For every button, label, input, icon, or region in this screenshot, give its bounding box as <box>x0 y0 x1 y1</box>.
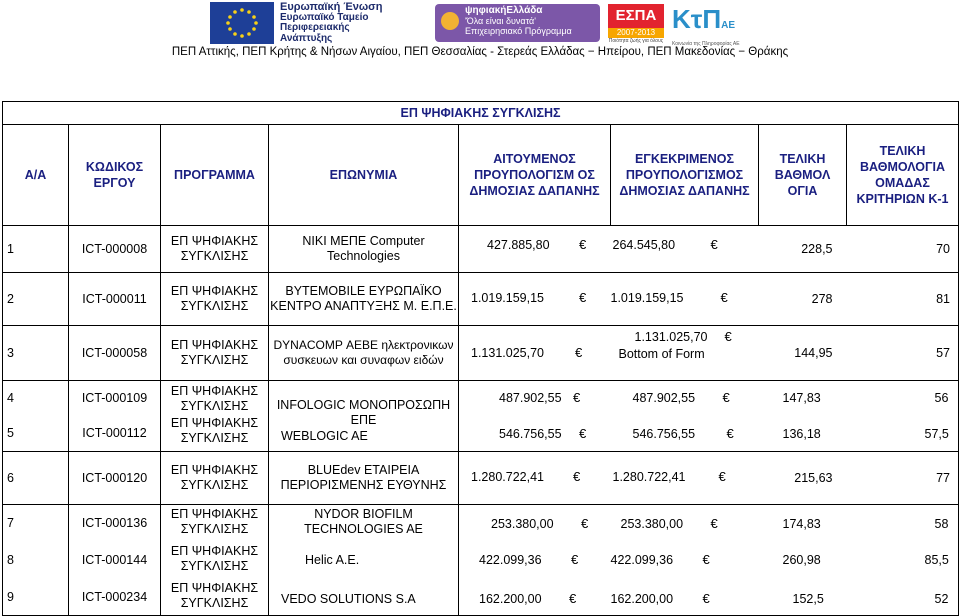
row-code: ICT-000011 <box>69 273 161 326</box>
espa-logo <box>608 4 664 44</box>
espa-years: 2007-2013 <box>608 28 664 38</box>
row-group-score: 57 <box>847 326 959 381</box>
ktp-tagline: Κοινωνία της Πληροφορίας ΑΕ <box>672 41 740 47</box>
row-final-score: 215,63 <box>759 452 847 505</box>
row-program: ΕΠ ΨΗΦΙΑΚΗΣ ΣΥΓΚΛΙΣΗΣ <box>170 507 259 536</box>
eu-fund-text <box>280 2 420 44</box>
row-program-group <box>161 381 269 452</box>
row-group-score: 81 <box>847 273 959 326</box>
row-name: WEBLOGIC AE <box>281 429 368 443</box>
row-code-group <box>69 381 161 452</box>
row-code: ICT-000144 <box>81 553 148 567</box>
eu-fund-line3: Περιφερειακής <box>280 22 350 33</box>
row-final-score: 278 <box>759 273 847 326</box>
ktp-name: ΚτΠ <box>672 4 722 34</box>
row-name-group <box>269 505 459 616</box>
row-name: INFOLOGIC ΜΟΝΟΠΡΟΣΩΠΗ ΕΠΕ <box>276 398 451 427</box>
row-program: ΕΠ ΨΗΦΙΑΚΗΣ ΣΥΓΚΛΙΣΗΣ <box>170 544 259 573</box>
row-name: VEDO SOLUTIONS S.A <box>281 592 416 606</box>
col-header-group-score: ΤΕΛΙΚΗ ΒΑΘΜΟΛΟΓΙΑ ΟΜΑΔΑΣ ΚΡΙΤΗΡΙΩΝ Κ-1 <box>847 125 959 226</box>
results-table <box>2 101 959 616</box>
row-requested-group: 487.902,55 € 546.756,55 € <box>459 381 611 452</box>
row-requested: 1.019.159,15 € <box>459 273 611 326</box>
programs-line: ΠΕΠ Αττικής, ΠΕΠ Κρήτης & Νήσων Αιγαίου, ΠΕΠ Θεσσαλίας - Στερεάς Ελλάδας − Ηπείρου, ΠΕΠ Μακεδονίας − Θράκης <box>171 46 789 58</box>
row-name: ΒΥΤΕΜΟΒΙLΕ ΕΥΡΩΠΑΪΚΟ ΚΕΝΤΡΟ ΑΝΑΠΤΥΞΗΣ Μ. Ε.Π.Ε. <box>269 273 459 326</box>
psifiaki-slogan: 'Όλα είναι δυνατά' <box>465 16 536 26</box>
row-program: ΕΠ ΨΗΦΙΑΚΗΣ ΣΥΓΚΛΙΣΗΣ <box>161 452 269 505</box>
row-code: ICT-000058 <box>69 326 161 381</box>
row-aa: 6 <box>3 452 69 505</box>
row-name: NYDOR BIOFILM TECHNOLOGIES AE <box>304 507 423 536</box>
table-banner: ΕΠ ΨΗΦΙΑΚΗΣ ΣΥΓΚΛΙΣΗΣ <box>3 102 959 125</box>
row-aa: 3 <box>3 326 69 381</box>
row-program: ΕΠ ΨΗΦΙΑΚΗΣ ΣΥΓΚΛΙΣΗΣ <box>161 326 269 381</box>
col-header-program: ΠΡΟΓΡΑΜΜΑ <box>161 125 269 226</box>
row-code: ICT-000109 <box>81 391 148 405</box>
table-row <box>3 381 959 452</box>
row-aa: 4 <box>7 391 14 405</box>
row-group-score: 70 <box>847 226 959 273</box>
table-header-row <box>3 125 959 226</box>
col-header-code: ΚΩΔΙΚΟΣ ΕΡΓΟΥ <box>69 125 161 226</box>
row-program: ΕΠ ΨΗΦΙΑΚΗΣ ΣΥΓΚΛΙΣΗΣ <box>170 384 259 413</box>
eu-union-label: Ευρωπαϊκή Ένωση <box>280 1 383 13</box>
bottom-of-form-note: Bottom of Form <box>618 347 705 361</box>
row-group-score-group: 56 57,5 <box>847 381 959 452</box>
table-row <box>3 452 959 505</box>
table-row <box>3 326 959 381</box>
row-requested: 1.131.025,70 € <box>459 326 611 381</box>
row-name: DYNACOMP ΑΕΒΕ ηλεκτρονικων συσκευων και συναφων ειδών <box>269 326 459 381</box>
row-name-group <box>269 381 459 452</box>
row-code: ICT-000234 <box>81 590 148 604</box>
eu-fund-line4: Ανάπτυξης <box>280 32 333 44</box>
table-row <box>3 273 959 326</box>
row-aa: 8 <box>7 553 14 567</box>
row-aa: 7 <box>7 516 14 530</box>
row-final-score-group: 174,83 260,98 152,5 <box>759 505 847 616</box>
row-code: ICT-000120 <box>69 452 161 505</box>
row-aa-group <box>3 381 69 452</box>
psifiaki-emblem-icon <box>441 12 459 30</box>
row-program: ΕΠ ΨΗΦΙΑΚΗΣ ΣΥΓΚΛΙΣΗΣ <box>161 226 269 273</box>
table-row <box>3 226 959 273</box>
row-group-score: 77 <box>847 452 959 505</box>
row-final-score: 228,5 <box>759 226 847 273</box>
col-header-aa: Α/Α <box>3 125 69 226</box>
row-approved: 1.019.159,15 € <box>611 273 759 326</box>
table-row <box>3 505 959 616</box>
col-header-final-score: ΤΕΛΙΚΗ ΒΑΘΜΟΛ ΟΓΙΑ <box>759 125 847 226</box>
row-code: ICT-000008 <box>69 226 161 273</box>
row-code: ICT-000136 <box>81 516 148 530</box>
espa-tagline: Ποιότητα ζωής για όλους <box>608 38 664 44</box>
row-approved: 1.280.722,41 € <box>611 452 759 505</box>
col-header-name: ΕΠΩΝΥΜΙΑ <box>269 125 459 226</box>
row-program: ΕΠ ΨΗΦΙΑΚΗΣ ΣΥΓΚΛΙΣΗΣ <box>161 273 269 326</box>
row-requested: 427.885,80 € <box>459 226 611 273</box>
ktp-suffix: ΑΕ <box>721 20 736 31</box>
row-program: ΕΠ ΨΗΦΙΑΚΗΣ ΣΥΓΚΛΙΣΗΣ <box>170 581 259 610</box>
row-aa: 9 <box>7 590 14 604</box>
row-requested: 1.280.722,41 € <box>459 452 611 505</box>
eu-flag-logo <box>210 2 274 44</box>
row-aa: 5 <box>7 426 14 440</box>
row-program-group <box>161 505 269 616</box>
row-final-score-group: 147,83 136,18 <box>759 381 847 452</box>
row-approved: 264.545,80 € <box>611 226 759 273</box>
psifiaki-ellada-logo <box>435 4 600 42</box>
col-header-requested: ΑΙΤΟΥΜΕΝΟΣ ΠΡΟΥΠΟΛΟΓΙΣΜ ΟΣ ΔΗΜΟΣΙΑΣ ΔΑΠΑΝΗΣ <box>459 125 611 226</box>
row-approved-group: 487.902,55 € 546.756,55 € <box>611 381 759 452</box>
row-approved-group: 253.380,00 € 422.099,36 € 162.200,00 € <box>611 505 759 616</box>
logo-header <box>210 1 740 47</box>
col-header-approved: ΕΓΚΕΚΡΙΜΕΝΟΣ ΠΡΟΥΠΟΛΟΓΙΣΜΟΣ ΔΗΜΟΣΙΑΣ ΔΑΠΑΝΗΣ <box>611 125 759 226</box>
psifiaki-line3: Επιχειρησιακό Πρόγραμμα <box>465 26 572 36</box>
row-approved: 1.131.025,70 € Bottom of Form <box>611 326 759 381</box>
espa-title: ΕΣΠΑ <box>608 4 664 28</box>
row-name: ΝΙΚΙ ΜΕΠΕ Computer Technologies <box>269 226 459 273</box>
row-name: Helic A.E. <box>305 553 360 567</box>
row-aa: 1 <box>3 226 69 273</box>
row-aa-group <box>3 505 69 616</box>
row-code-group <box>69 505 161 616</box>
row-group-score-group: 58 85,5 52 <box>847 505 959 616</box>
psifiaki-title: ψηφιακήΕλλάδα <box>465 5 543 16</box>
row-aa: 2 <box>3 273 69 326</box>
row-program: ΕΠ ΨΗΦΙΑΚΗΣ ΣΥΓΚΛΙΣΗΣ <box>170 416 259 445</box>
row-code: ICT-000112 <box>82 426 147 440</box>
ktp-logo <box>672 4 740 47</box>
row-requested-group: 253.380,00 € 422.099,36 € 162.200,00 € <box>459 505 611 616</box>
row-final-score: 144,95 <box>759 326 847 381</box>
eu-fund-line2: Ευρωπαϊκό Ταμείο <box>280 11 369 23</box>
row-name: BLUEdev ΕΤΑΙΡΕΙΑ ΠΕΡΙΟΡΙΣΜΕΝΗΣ ΕΥΘΥΝΗΣ <box>269 452 459 505</box>
